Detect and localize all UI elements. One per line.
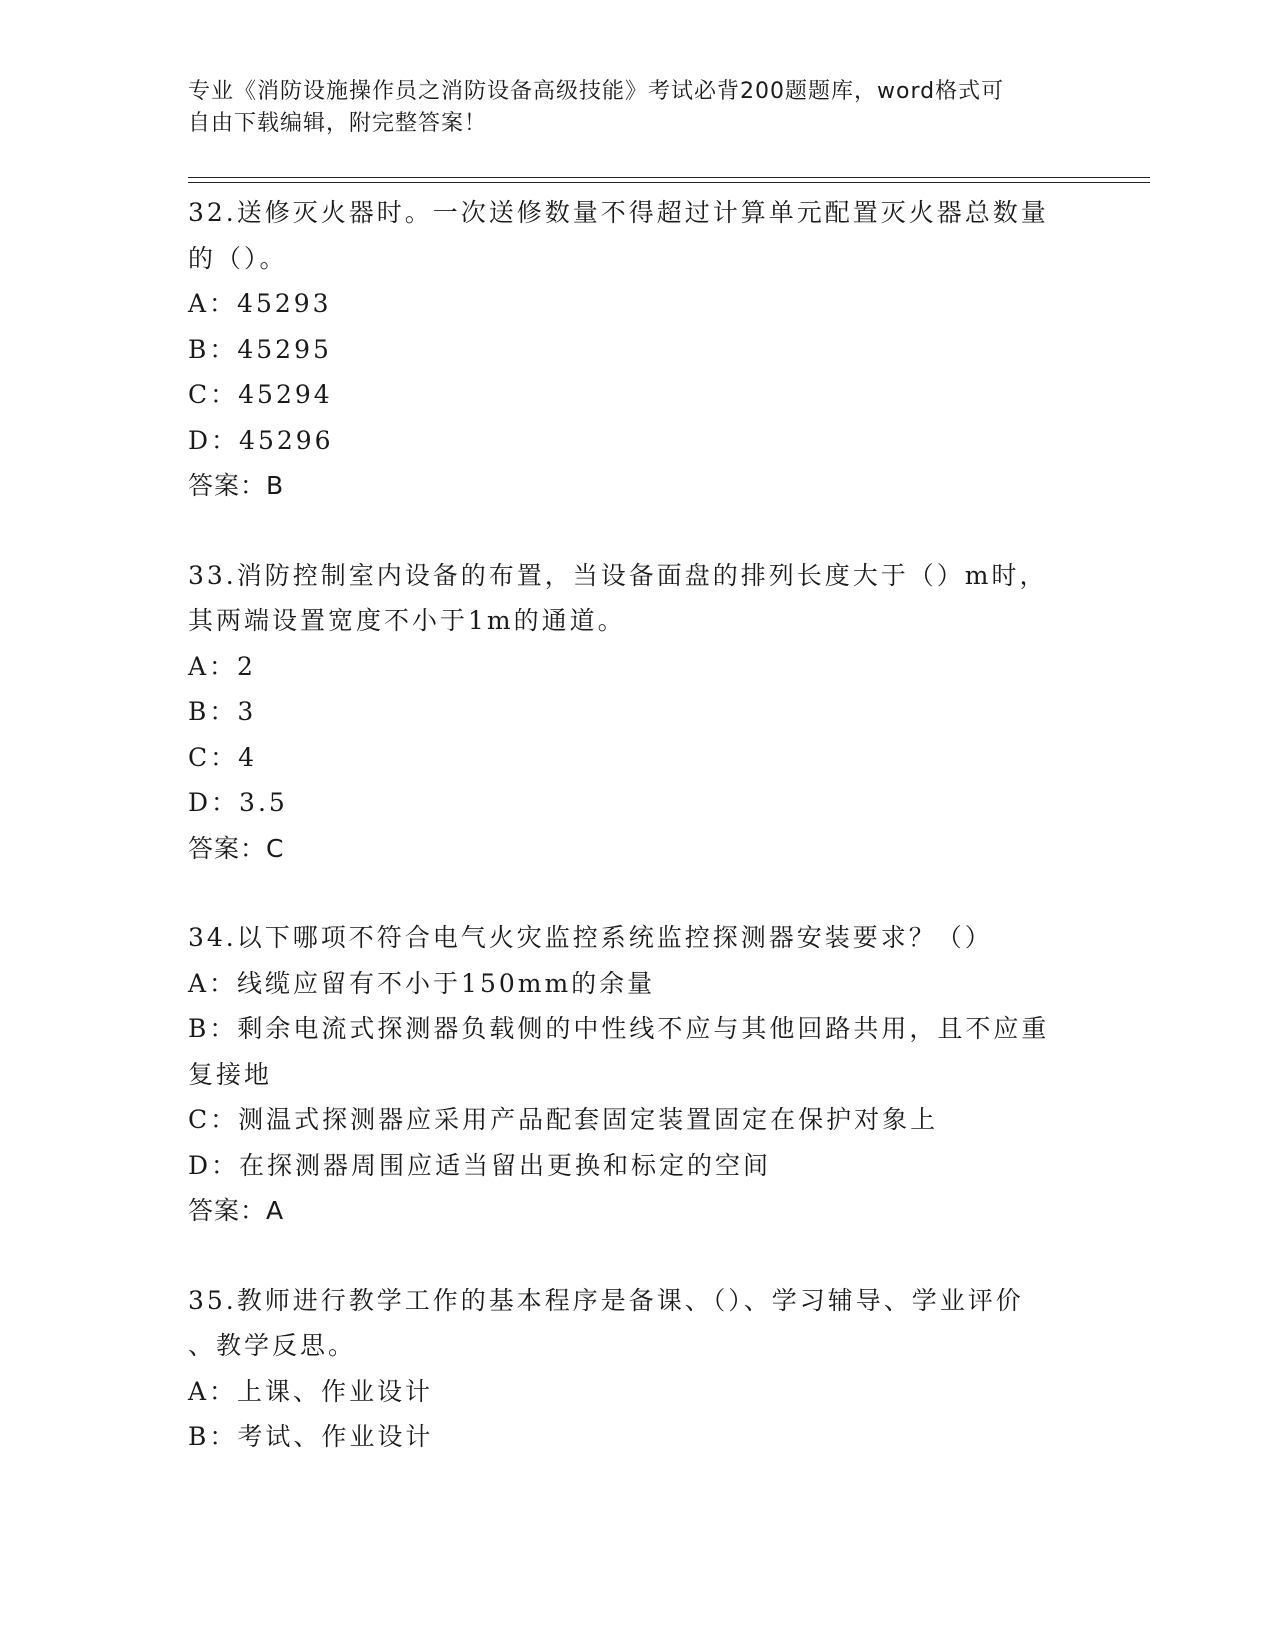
question-33 (188, 553, 1088, 872)
option-d: D：45296 (188, 425, 334, 455)
question-list (188, 190, 1088, 1460)
question-text: 33.消防控制室内设备的布置，当设备面盘的排列长度大于（）m时， (188, 560, 1048, 590)
answer: 答案：A (188, 1196, 285, 1225)
question-text: 35.教师进行教学工作的基本程序是备课、（）、学习辅导、学业评价 (188, 1285, 1024, 1315)
option-b: B：45295 (188, 334, 332, 364)
header-divider-top (188, 177, 1150, 178)
option-a: A：上课、作业设计 (188, 1376, 434, 1406)
question-34 (188, 915, 1088, 1234)
option-d: D：3.5 (188, 788, 288, 817)
question-text: 34.以下哪项不符合电气火灾监控系统监控探测器安装要求？（） (188, 923, 993, 952)
option-c: C：测温式探测器应采用产品配套固定装置固定在保护对象上 (188, 1105, 939, 1134)
question-text: 的（）。 (188, 243, 288, 273)
answer: 答案：B (188, 471, 285, 500)
question-32 (188, 190, 1088, 509)
header-divider-bottom (188, 182, 1150, 183)
option-a: A：线缆应留有不小于150mm的余量 (188, 968, 656, 998)
option-c: C：4 (188, 742, 258, 772)
question-text: 、教学反思。 (188, 1331, 357, 1360)
option-c: C：45294 (188, 380, 333, 409)
option-b: B：考试、作业设计 (188, 1422, 434, 1451)
question-text: 32.送修灭火器时。一次送修数量不得超过计算单元配置灭火器总数量 (188, 198, 1049, 227)
header-line-2: 自由下载编辑，附完整答案！ (188, 111, 488, 136)
option-b: B：3 (188, 697, 257, 726)
question-text: 其两端设置宽度不小于1m的通道。 (188, 606, 626, 635)
document-header (188, 76, 1088, 140)
option-a: A：45293 (188, 289, 332, 318)
option-b: B：剩余电流式探测器负载侧的中性线不应与其他回路共用，且不应重 (188, 1014, 1050, 1043)
option-d: D：在探测器周围应适当留出更换和标定的空间 (188, 1150, 772, 1180)
answer: 答案：C (188, 833, 285, 863)
question-35 (188, 1278, 1088, 1460)
header-line-1: 专业《消防设施操作员之消防设备高级技能》考试必背200题题库，word格式可 (188, 79, 1005, 104)
option-b-continued: 复接地 (188, 1059, 273, 1089)
option-a: A：2 (188, 651, 256, 681)
